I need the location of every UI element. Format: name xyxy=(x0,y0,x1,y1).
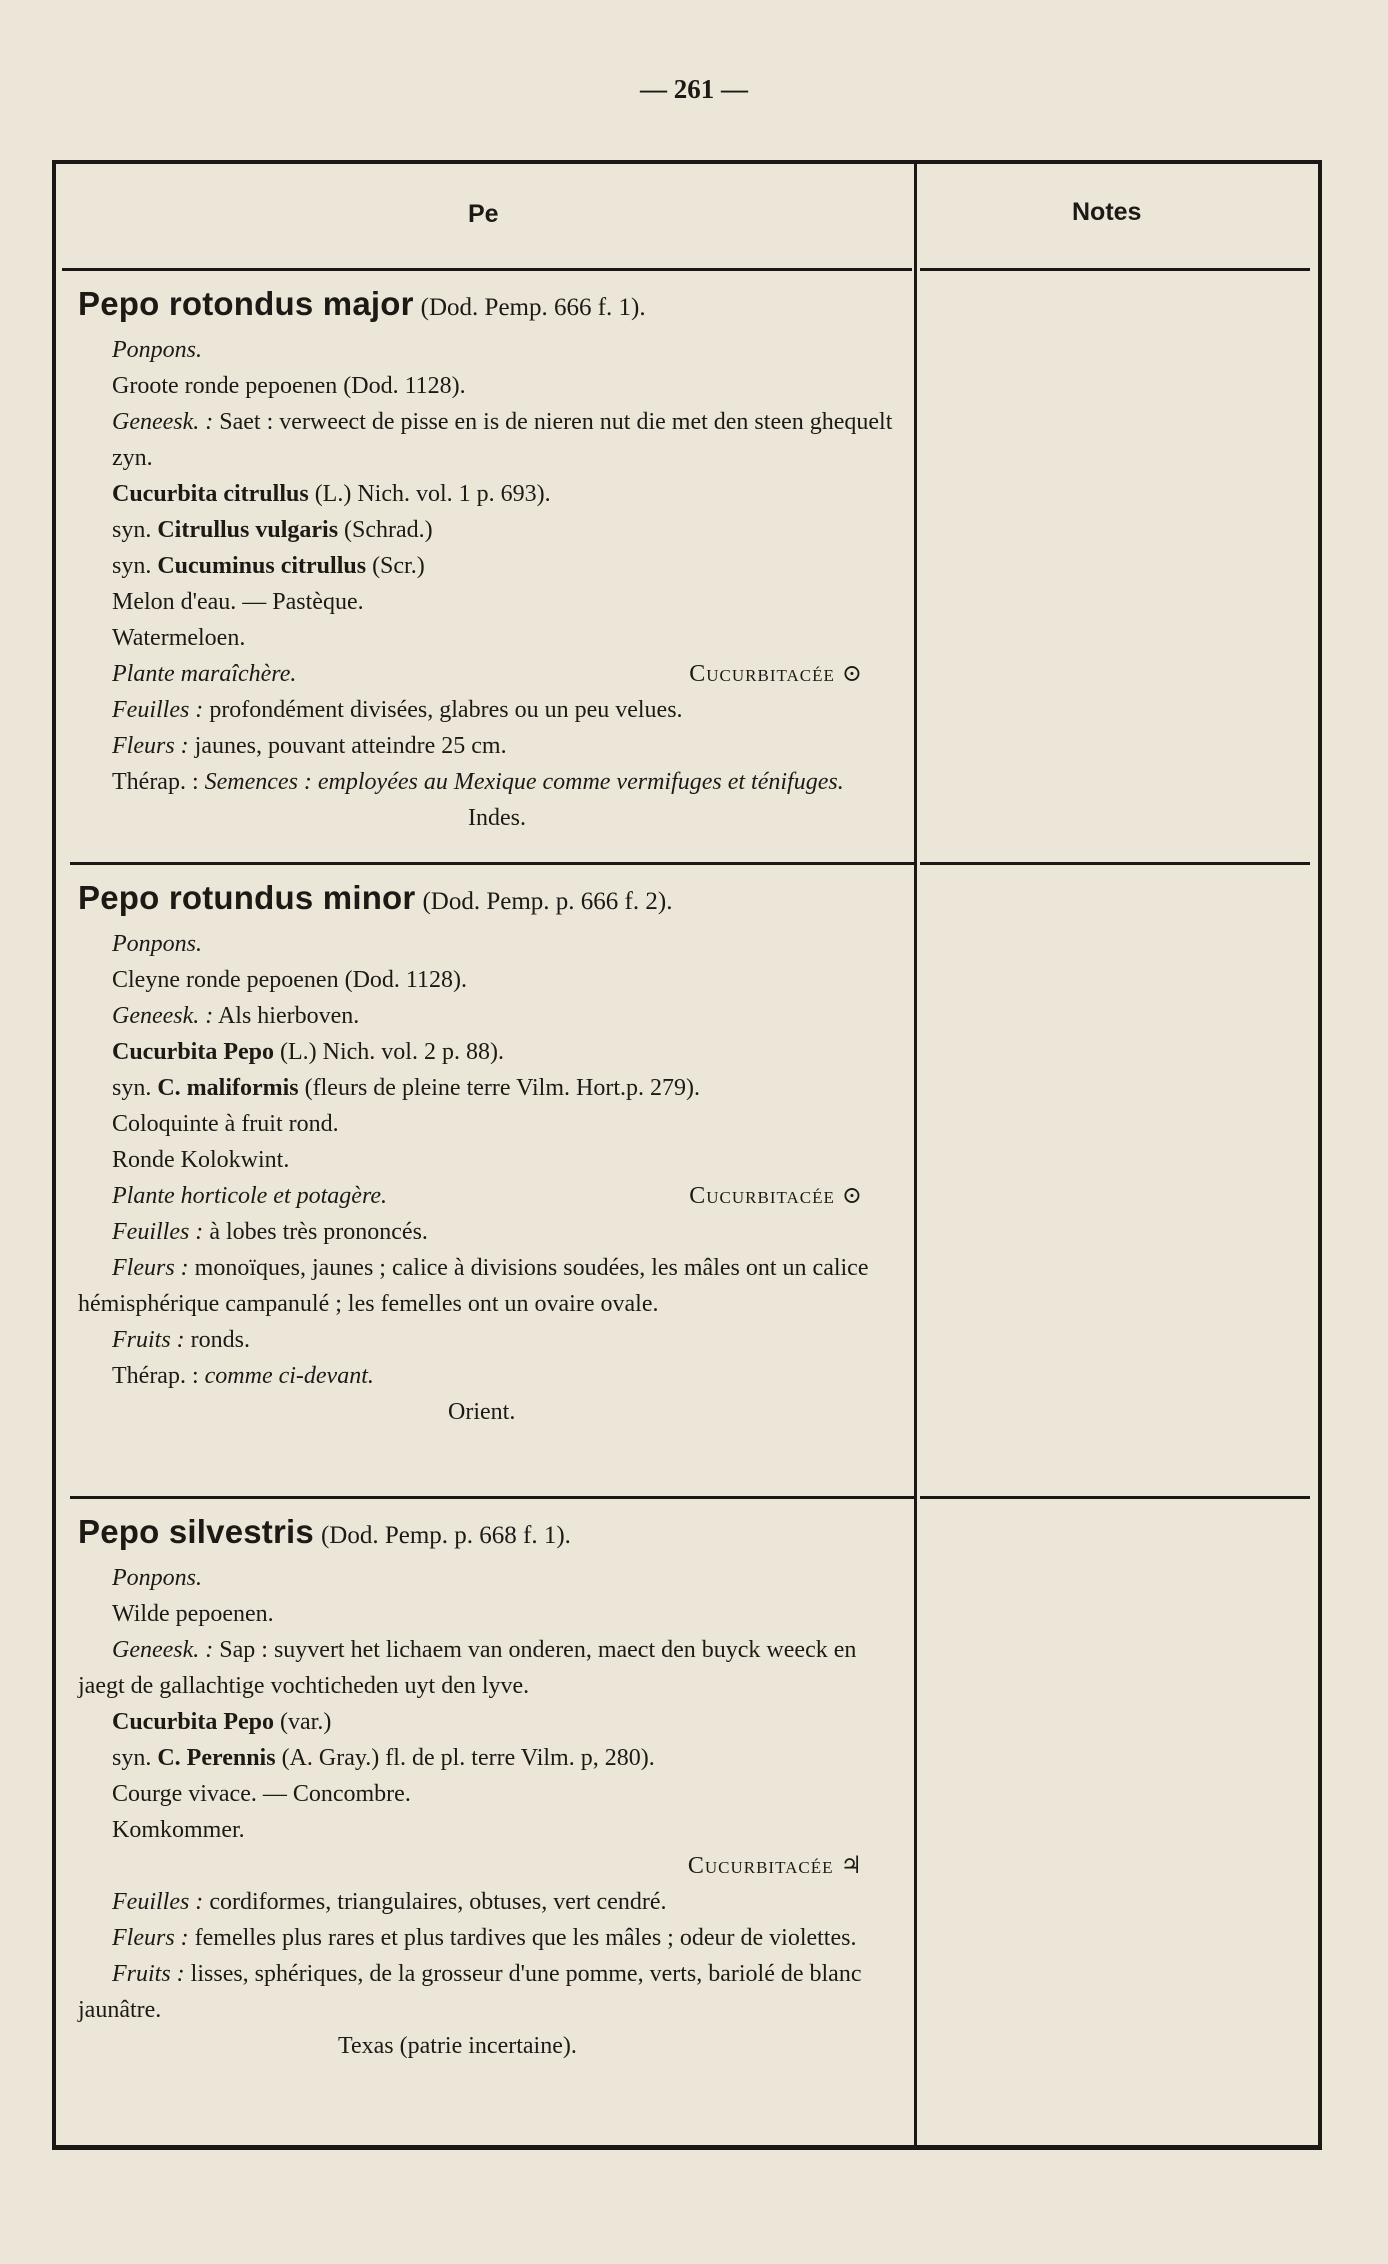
therap-text: Semences : employées au Mexique comme vermifuges et ténifuges. xyxy=(204,769,844,795)
feuilles-line xyxy=(78,1884,903,1920)
species-reference: (L.) Nich. vol. 2 p. 88). xyxy=(280,1039,504,1065)
fruits-label: Fruits : xyxy=(112,1961,185,1987)
plant-family: Cucurbitacée ⊙ xyxy=(689,1183,863,1209)
therap-text: comme ci-devant. xyxy=(204,1363,374,1389)
feuilles-line xyxy=(78,1214,903,1250)
synonym-reference: (Scr.) xyxy=(372,553,425,579)
fleurs-label: Fleurs : xyxy=(112,1255,189,1281)
synonym-reference: (Schrad.) xyxy=(344,517,433,543)
entry-pepo-rotondus-major xyxy=(78,282,903,836)
geneesk-label: Geneesk. : xyxy=(112,1003,214,1029)
category-family-line xyxy=(78,656,903,692)
vernacular-name: Ponpons. xyxy=(112,1565,202,1591)
species-reference: (L.) Nich. vol. 1 p. 693). xyxy=(314,481,551,507)
common-name: Courge vivace. — Concombre. xyxy=(112,1781,411,1807)
entry-title-name: Pepo rotondus major xyxy=(78,285,414,322)
geneesk-text: Saet : verweect de pisse en is de nieren nut die met den steen ghequelt zyn. xyxy=(112,409,893,471)
plant-category: Plante horticole et potagère. xyxy=(112,1183,388,1209)
entry-title-name: Pepo rotundus minor xyxy=(78,879,416,916)
species-line xyxy=(78,476,903,512)
fruits-text: ronds. xyxy=(190,1327,251,1353)
synonym-name: C. maliformis xyxy=(157,1075,299,1101)
fleurs-text: jaunes, pouvant atteindre 25 cm. xyxy=(194,733,507,759)
therap-label: Thérap. : xyxy=(112,769,199,795)
fleurs-text: monoïques, jaunes ; calice à divisions soudées, les mâles ont un calice hémisphérique campanulé ; les femelles ont un ovaire ovale. xyxy=(78,1255,869,1317)
feuilles-text: cordiformes, triangulaires, obtuses, vert cendré. xyxy=(209,1889,667,1915)
common-name: Coloquinte à fruit rond. xyxy=(112,1111,339,1137)
feuilles-label: Feuilles : xyxy=(112,1889,204,1915)
column-header-pe: Pe xyxy=(468,200,499,228)
fruits-label: Fruits : xyxy=(112,1327,185,1353)
dutch-name: Cleyne ronde pepoenen (Dod. 1128). xyxy=(112,967,468,993)
plant-family: Cucurbitacée ♃ xyxy=(687,1853,863,1879)
vernacular-name: Ponpons. xyxy=(112,337,202,363)
entry-pepo-rotundus-minor xyxy=(78,876,903,1430)
synonym-line xyxy=(78,1070,903,1106)
synonym-reference: (A. Gray.) fl. de pl. terre Vilm. p, 280). xyxy=(281,1745,655,1771)
fleurs-line xyxy=(78,728,903,764)
entry-title-reference: (Dod. Pemp. p. 666 f. 2). xyxy=(422,888,673,915)
common-name: Ronde Kolokwint. xyxy=(112,1147,290,1173)
entry-pepo-silvestris xyxy=(78,1510,903,2064)
species-line xyxy=(78,1704,903,1740)
synonym-name: Citrullus vulgaris xyxy=(157,517,339,543)
dutch-name: Groote ronde pepoenen (Dod. 1128). xyxy=(112,373,466,399)
entry-divider-2-left xyxy=(70,1496,915,1499)
vernacular-name: Ponpons. xyxy=(112,931,202,957)
origin: Texas (patrie incertaine). xyxy=(338,2033,577,2059)
fruits-line xyxy=(78,1322,903,1358)
fruits-paragraph xyxy=(78,1956,903,2028)
dutch-name: Wilde pepoenen. xyxy=(112,1601,274,1627)
species-name: Cucurbita Pepo xyxy=(112,1039,274,1065)
entry-title xyxy=(78,282,903,330)
fleurs-text: femelles plus rares et plus tardives que les mâles ; odeur de violettes. xyxy=(194,1925,857,1951)
species-name: Cucurbita citrullus xyxy=(112,481,309,507)
geneesk-text: Als hierboven. xyxy=(217,1003,360,1029)
synonym-line xyxy=(78,1740,903,1776)
synonym-line xyxy=(78,548,903,584)
category-family-line xyxy=(78,1178,903,1214)
page-number: — 261 — xyxy=(640,74,748,104)
feuilles-label: Feuilles : xyxy=(112,697,204,723)
geneesk-text: Sap : suyvert het lichaem van onderen, maect den buyck weeck en jaegt de gallachtige vochticheden uyt den lyve. xyxy=(78,1637,857,1699)
species-reference: (var.) xyxy=(280,1709,332,1735)
geneesk-label: Geneesk. : xyxy=(112,409,214,435)
plant-family: Cucurbitacée ⊙ xyxy=(689,661,863,687)
entry-title xyxy=(78,1510,903,1558)
therap-line xyxy=(78,1358,903,1394)
synonym-prefix: syn. xyxy=(112,553,152,579)
header-rule-left xyxy=(62,268,912,271)
entry-divider-1-left xyxy=(70,862,915,865)
therap-label: Thérap. : xyxy=(112,1363,199,1389)
plant-category: Plante maraîchère. xyxy=(112,661,297,687)
therap-line xyxy=(78,764,903,800)
geneesk-paragraph xyxy=(78,404,903,476)
entry-title-reference: (Dod. Pemp. 666 f. 1). xyxy=(420,294,646,321)
synonym-name: C. Perennis xyxy=(157,1745,276,1771)
feuilles-line xyxy=(78,692,903,728)
entry-divider-1-right xyxy=(920,862,1310,865)
geneesk-label: Geneesk. : xyxy=(112,1637,214,1663)
entry-title-name: Pepo silvestris xyxy=(78,1513,314,1550)
feuilles-text: à lobes très prononcés. xyxy=(209,1219,428,1245)
synonym-reference: (fleurs de pleine terre Vilm. Hort.p. 279). xyxy=(304,1075,700,1101)
species-line xyxy=(78,1034,903,1070)
entry-title-reference: (Dod. Pemp. p. 668 f. 1). xyxy=(320,1522,571,1549)
header-rule-right xyxy=(920,268,1310,271)
synonym-prefix: syn. xyxy=(112,517,152,543)
fleurs-paragraph xyxy=(78,1920,903,1956)
feuilles-text: profondément divisées, glabres ou un peu velues. xyxy=(209,697,683,723)
common-name: Watermeloen. xyxy=(112,625,246,651)
entry-divider-2-right xyxy=(920,1496,1310,1499)
geneesk-paragraph xyxy=(78,1632,903,1704)
origin: Indes. xyxy=(468,805,526,831)
synonym-prefix: syn. xyxy=(112,1745,152,1771)
species-name: Cucurbita Pepo xyxy=(112,1709,274,1735)
synonym-name: Cucuminus citrullus xyxy=(157,553,367,579)
column-header-notes: Notes xyxy=(1072,198,1142,226)
geneesk-paragraph xyxy=(78,998,903,1034)
fleurs-label: Fleurs : xyxy=(112,733,189,759)
origin: Orient. xyxy=(448,1399,516,1425)
synonym-prefix: syn. xyxy=(112,1075,152,1101)
column-divider xyxy=(914,164,917,2146)
fleurs-label: Fleurs : xyxy=(112,1925,189,1951)
fleurs-paragraph xyxy=(78,1250,903,1322)
family-line xyxy=(78,1848,903,1884)
common-name: Melon d'eau. — Pastèque. xyxy=(112,589,364,615)
entry-title xyxy=(78,876,903,924)
fruits-text: lisses, sphériques, de la grosseur d'une pomme, verts, bariolé de blanc jaunâtre. xyxy=(78,1961,862,2023)
synonym-line xyxy=(78,512,903,548)
feuilles-label: Feuilles : xyxy=(112,1219,204,1245)
common-name: Komkommer. xyxy=(112,1817,245,1843)
